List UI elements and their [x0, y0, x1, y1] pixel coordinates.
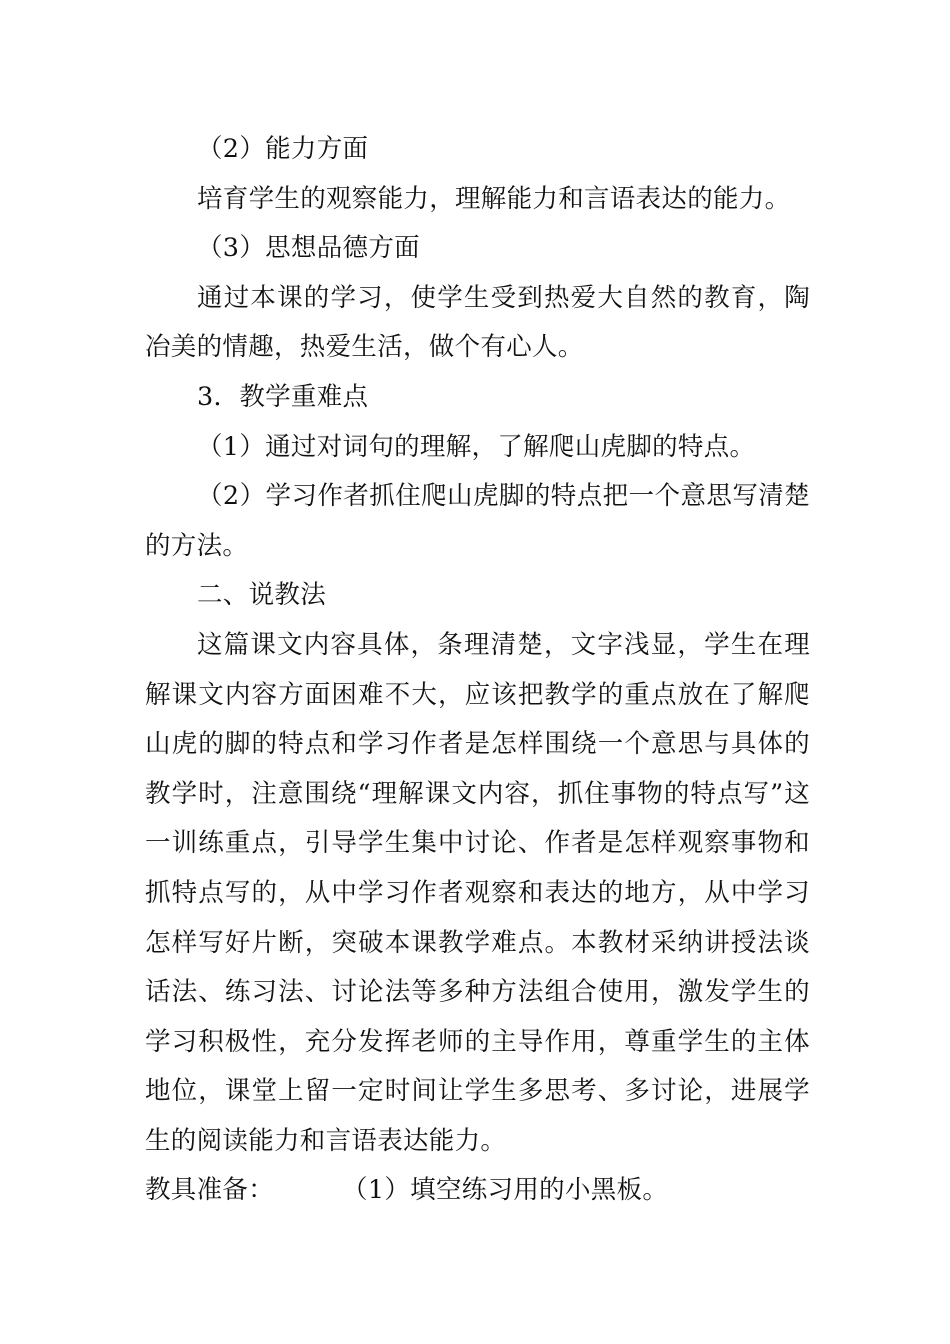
- equipment-item: （1）填空练习用的小黑板。: [342, 1175, 669, 1206]
- section-heading-teaching-method: 二、说教法: [197, 580, 327, 611]
- equipment-line: [145, 1166, 810, 1216]
- document-body: [145, 125, 810, 1216]
- equipment-label: 教具准备：: [145, 1175, 275, 1206]
- subheading-moral: （3）思想品德方面: [197, 233, 420, 264]
- paragraph-ability: 培育学生的观察能力，理解能力和言语表达的能力。: [197, 183, 791, 214]
- list-item-difficulty-1: （1）通过对词句的理解，了解爬山虎脚的特点。: [197, 431, 756, 462]
- subheading-ability: （2）能力方面: [197, 134, 369, 164]
- heading-key-difficulties: 3．教学重难点: [197, 381, 369, 412]
- paragraph-moral: 通过本课的学习，使学生受到热爱大自然的教育，陶冶美的情趣，热爱生活，做个有心人。: [145, 282, 810, 363]
- paragraph-teaching-method: 这篇课文内容具体，条理清楚，文字浅显，学生在理解课文内容方面困难不大，应该把教学的重点放在了解爬山虎的脚的特点和学习作者是怎样围绕一个意思与具体的教学时，注意围绕“理解课文内容，抓住事物的特点写”这一训练重点，引导学生集中讨论、作者是怎样观察事物和抓特点写的，从中学习作者观察和表达的地方，从中学习怎样写好片断，突破本课教学难点。本教材采纳讲授法谈话法、练习法、讨论法等多种方法组合使用，激发学生的学习积极性，充分发挥老师的主导作用，尊重学生的主体地位，课堂上留一定时间让学生多思考、多讨论，进展学生的阅读能力和言语表达能力。: [145, 629, 810, 1156]
- list-item-difficulty-2: （2）学习作者抓住爬山虎脚的特点把一个意思写清楚的方法。: [145, 481, 810, 561]
